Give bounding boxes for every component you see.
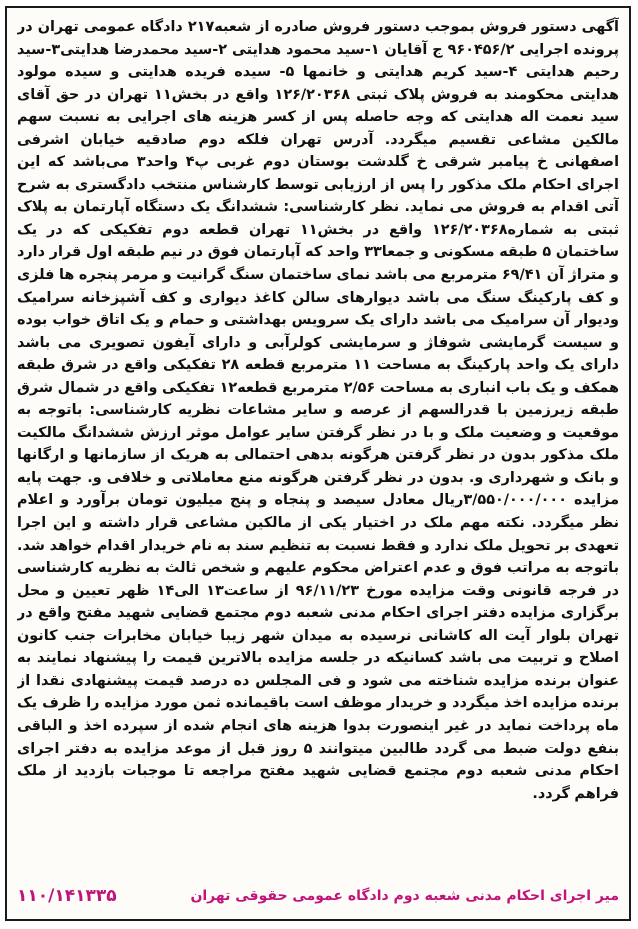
notice-frame	[5, 6, 631, 921]
notice-body-text: آگهی دستور فروش بموجب دستور فروش صادره از شعبه۲۱۷ دادگاه عمومی تهران در پرونده اجرایی ۹۶۰۴۵۶/۲ ج آقایان ۱-سید محمود هدایتی ۲-سید محمدرضا هدایتی۳-سید رحیم هدایتی ۴-سید کریم هدایتی و خانمها ۵- سیده فریده هدایتی و سیده مولود هدایتی محکومند به فروش پلاک ثبتی ۱۲۶/۲۰۳۶۸ واقع در بخش۱۱ تهران در حق آقای سید نعمت اله هدایتی که وجه حاصله پس از کسر هزینه های اجرایی به نسبت سهم مالکین مشاعی تقسیم میگردد. آدرس تهران فلکه دوم صادقیه خیابان اشرفی اصفهانی خ پیامبر شرقی خ گلدشت بوستان دوم غربی پ۴ واحد۳ می‌باشد که این اجرای احکام ملک مذکور را پس از ارزیابی توسط کارشناس منتخب دادگستری به شرح آتی اقدام به فروش می نماید. نظر کارشناسی: ششدانگ یک دستگاه آپارتمان به پلاک ثبتی به شماره۱۲۶/۲۰۳۶۸ واقع در بخش۱۱ تهران قطعه دوم تفکیکی که در یک ساختمان ۵ طبقه مسکونی و جمعا۳۳ واحد که آپارتمان فوق در نیم طبقه اول قرار دارد و متراژ آن ۶۹/۴۱ مترمربع می باشد نمای ساختمان سنگ گرانیت و مرمر پنجره ها فلزی و کف پارکینگ سنگ می باشد دیوارهای سالن کاغذ دیواری و کف آشپزخانه سرامیک ودیوار آن سرامیک می باشد دارای یک سرویس بهداشتی و حمام و یک اتاق خواب بوده و سیست گرمایشی شوفاژ و سرمایشی کولرآبی و دارای آیفون تصویری می باشد دارای یک واحد پارکینگ به مساحت ۱۱ مترمربع قطعه ۲۸ تفکیکی واقع در شرق طبقه همکف و یک باب انباری به مساحت ۲/۵۶ مترمربع قطعه۱۲ تفکیکی واقع در شمال شرق طبقه زیرزمین با قدرالسهم از عرصه و سایر مشاعات نظریه کارشناسی: باتوجه به موقعیت و وضعیت ملک و با در نظر گرفتن سایر عوامل موثر ارزش ششدانگ مالکیت ملک مذکور بدون در نظر گرفتن هرگونه بدهی احتمالی به هریک از سازمانها و ارگانها و بانک و شهرداری و. بدون در نظر گرفتن هرگونه منع معاملاتی و خلافی و. جهت پایه مزایده ۳/۵۵۰/۰۰۰/۰۰۰ریال معادل سیصد و پنجاه و پنج میلیون تومان برآورد و اعلام نظر میگردد. نکته مهم ملک در اختیار یکی از مالکین مشاعی قرار داشته و این اجرا تعهدی بر تحویل ملک ندارد و فقط نسبت به تنظیم سند به نام خریدار اقدام خواهد شد. باتوجه به مراتب فوق و عدم اعتراض محکوم علیهم و شخص ثالث به نظریه کارشناسی در فرجه قانونی وقت مزایده مورخ ۹۶/۱۱/۲۳ از ساعت۱۳ الی۱۴ ظهر تعیین و محل برگزاری مزایده دفتر اجرای احکام مدنی شعبه دوم مجتمع قضایی شهید مفتح واقع در تهران بلوار آیت اله کاشانی نرسیده به میدان شهر زیبا خیابان مخابرات جنب کانون اصلاح و تربیت می باشد کسانیکه در جلسه مزایده بالاترین قیمت را پیشنهاد نمایند به عنوان برنده مزایده شناخته می شود و فی المجلس ده درصد قیمت پیشنهادی نقدا از برنده مزایده اخذ میگردد و خریدار موظف است باقیمانده ثمن مورد مزایده را ظرف یک ماه پرداخت نماید در غیر اینصورت بدوا هزینه های انجام شده از سپرده اخذ و الباقی بنفع دولت ضبط می گردد طالبین میتوانند ۵ روز قبل از موعد مزایده به دفتر اجرای احکام مدنی شعبه دوم مجتمع قضایی شهید مفتح مراجعه تا موجبات بازدید از ملک فراهم گردد.	[17, 19, 619, 802]
notice-footer	[17, 881, 619, 911]
footer-signature: میر اجرای احکام مدنی شعبه دوم دادگاه عمومی حقوقی تهران	[190, 888, 619, 904]
footer-reference-number: ۱۱۰/۱۴۱۳۳۵	[17, 886, 117, 906]
